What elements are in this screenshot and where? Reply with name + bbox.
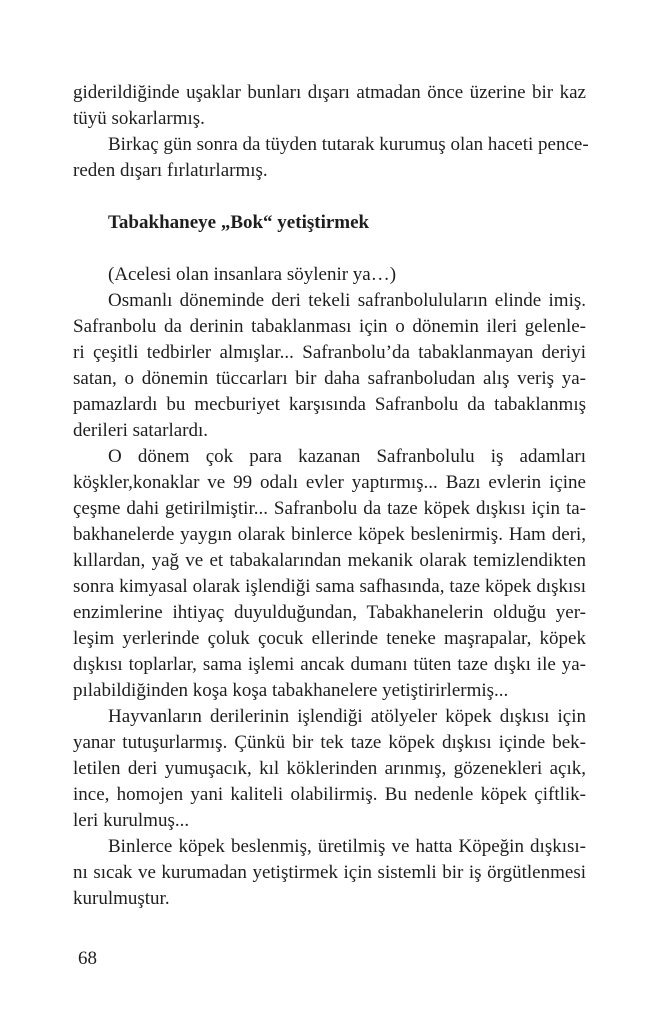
text-line: pamazlardı bu mecburiyet karşısında Safranbolu da tabaklanmış	[73, 394, 586, 415]
paragraph	[73, 288, 586, 444]
text-line: O dönem çok para kazanan Safranbolulu iş adamları	[108, 446, 586, 467]
text-line: dışkısı toplarlar, sama işlemi ancak dumanı tüten taze dışkı ile ya-	[73, 654, 586, 675]
text-line: giderildiğinde uşaklar bunları dışarı atmadan önce üzerine bir kaz	[73, 82, 586, 103]
page-number: 68	[78, 948, 97, 969]
text-line: derileri satarlardı.	[73, 420, 209, 441]
text-line: sonra kimyasal olarak işlendiği sama safhasında, taze köpek dışkısı	[73, 576, 586, 597]
section-heading: Tabakhaneye „Bok“ yetiştirmek	[108, 212, 370, 233]
paragraph	[73, 444, 586, 704]
text-line: çeşme dahi getirilmiştir... Safranbolu da taze köpek dışkısı için ta-	[73, 498, 586, 519]
text-line: Safranbolu da derinin tabaklanması için o dönemin ileri gelenle-	[73, 316, 586, 337]
text-line: satan, o dönemin tüccarları bir daha safranboludan alış veriş ya-	[73, 368, 586, 389]
text-line: Binlerce köpek beslenmiş, üretilmiş ve hatta Köpeğin dışkısı-	[108, 836, 586, 857]
text-line: tüyü sokarlarmış.	[73, 108, 205, 129]
text-line: leri kurulmuş...	[73, 810, 190, 831]
text-line: (Acelesi olan insanlara söylenir ya…)	[108, 264, 397, 285]
text-line: Osmanlı döneminde deri tekeli safranboluluların elinde imiş.	[108, 290, 586, 311]
text-line: letilen deri yumuşacık, kıl köklerinden arınmış, gözenekleri açık,	[73, 758, 586, 779]
paragraph	[73, 132, 589, 184]
text-line: yanar tutuşurlarmış. Çünkü bir tek taze köpek dışkısı içinde bek-	[73, 732, 586, 753]
paragraph	[73, 834, 586, 912]
paragraph-continuation	[73, 80, 586, 132]
text-line: Hayvanların derilerinin işlendiği atölyeler köpek dışkısı için	[108, 706, 586, 727]
paragraph-subtitle	[73, 262, 586, 288]
text-line: pılabildiğinden koşa koşa tabakhanelere yetiştirirlermiş...	[73, 680, 509, 701]
body-text	[73, 80, 589, 912]
text-line: nı sıcak ve kurumadan yetiştirmek için sistemli bir iş örgütlenmesi	[73, 862, 586, 883]
text-line: kurulmuştur.	[73, 888, 170, 909]
paragraph	[73, 704, 586, 834]
text-line: reden dışarı fırlatırlarmış.	[73, 160, 268, 181]
text-line: Birkaç gün sonra da tüyden tutarak kurumuş olan haceti pence-	[108, 134, 589, 155]
text-line: ince, homojen yani kaliteli olabilirmiş. Bu nedenle köpek çiftlik-	[73, 784, 586, 805]
text-line: bakhanelerde yaygın olarak binlerce köpek beslenirmiş. Ham deri,	[73, 524, 586, 545]
text-line: enzimlerine ihtiyaç duyulduğundan, Tabakhanelerin olduğu yer-	[73, 602, 586, 623]
text-line: leşim yerlerinde çoluk çocuk ellerinde teneke maşrapalar, köpek	[73, 628, 586, 649]
spacer	[73, 236, 586, 262]
spacer	[73, 184, 586, 210]
text-line: kıllardan, yağ ve et tabakalarından mekanik olarak temizlendikten	[73, 550, 586, 571]
text-line: köşkler,konaklar ve 99 odalı evler yaptırmış... Bazı evlerin içine	[73, 472, 586, 493]
text-line: ri çeşitli tedbirler almışlar... Safranbolu’da tabaklanmayan deriyi	[73, 342, 586, 363]
